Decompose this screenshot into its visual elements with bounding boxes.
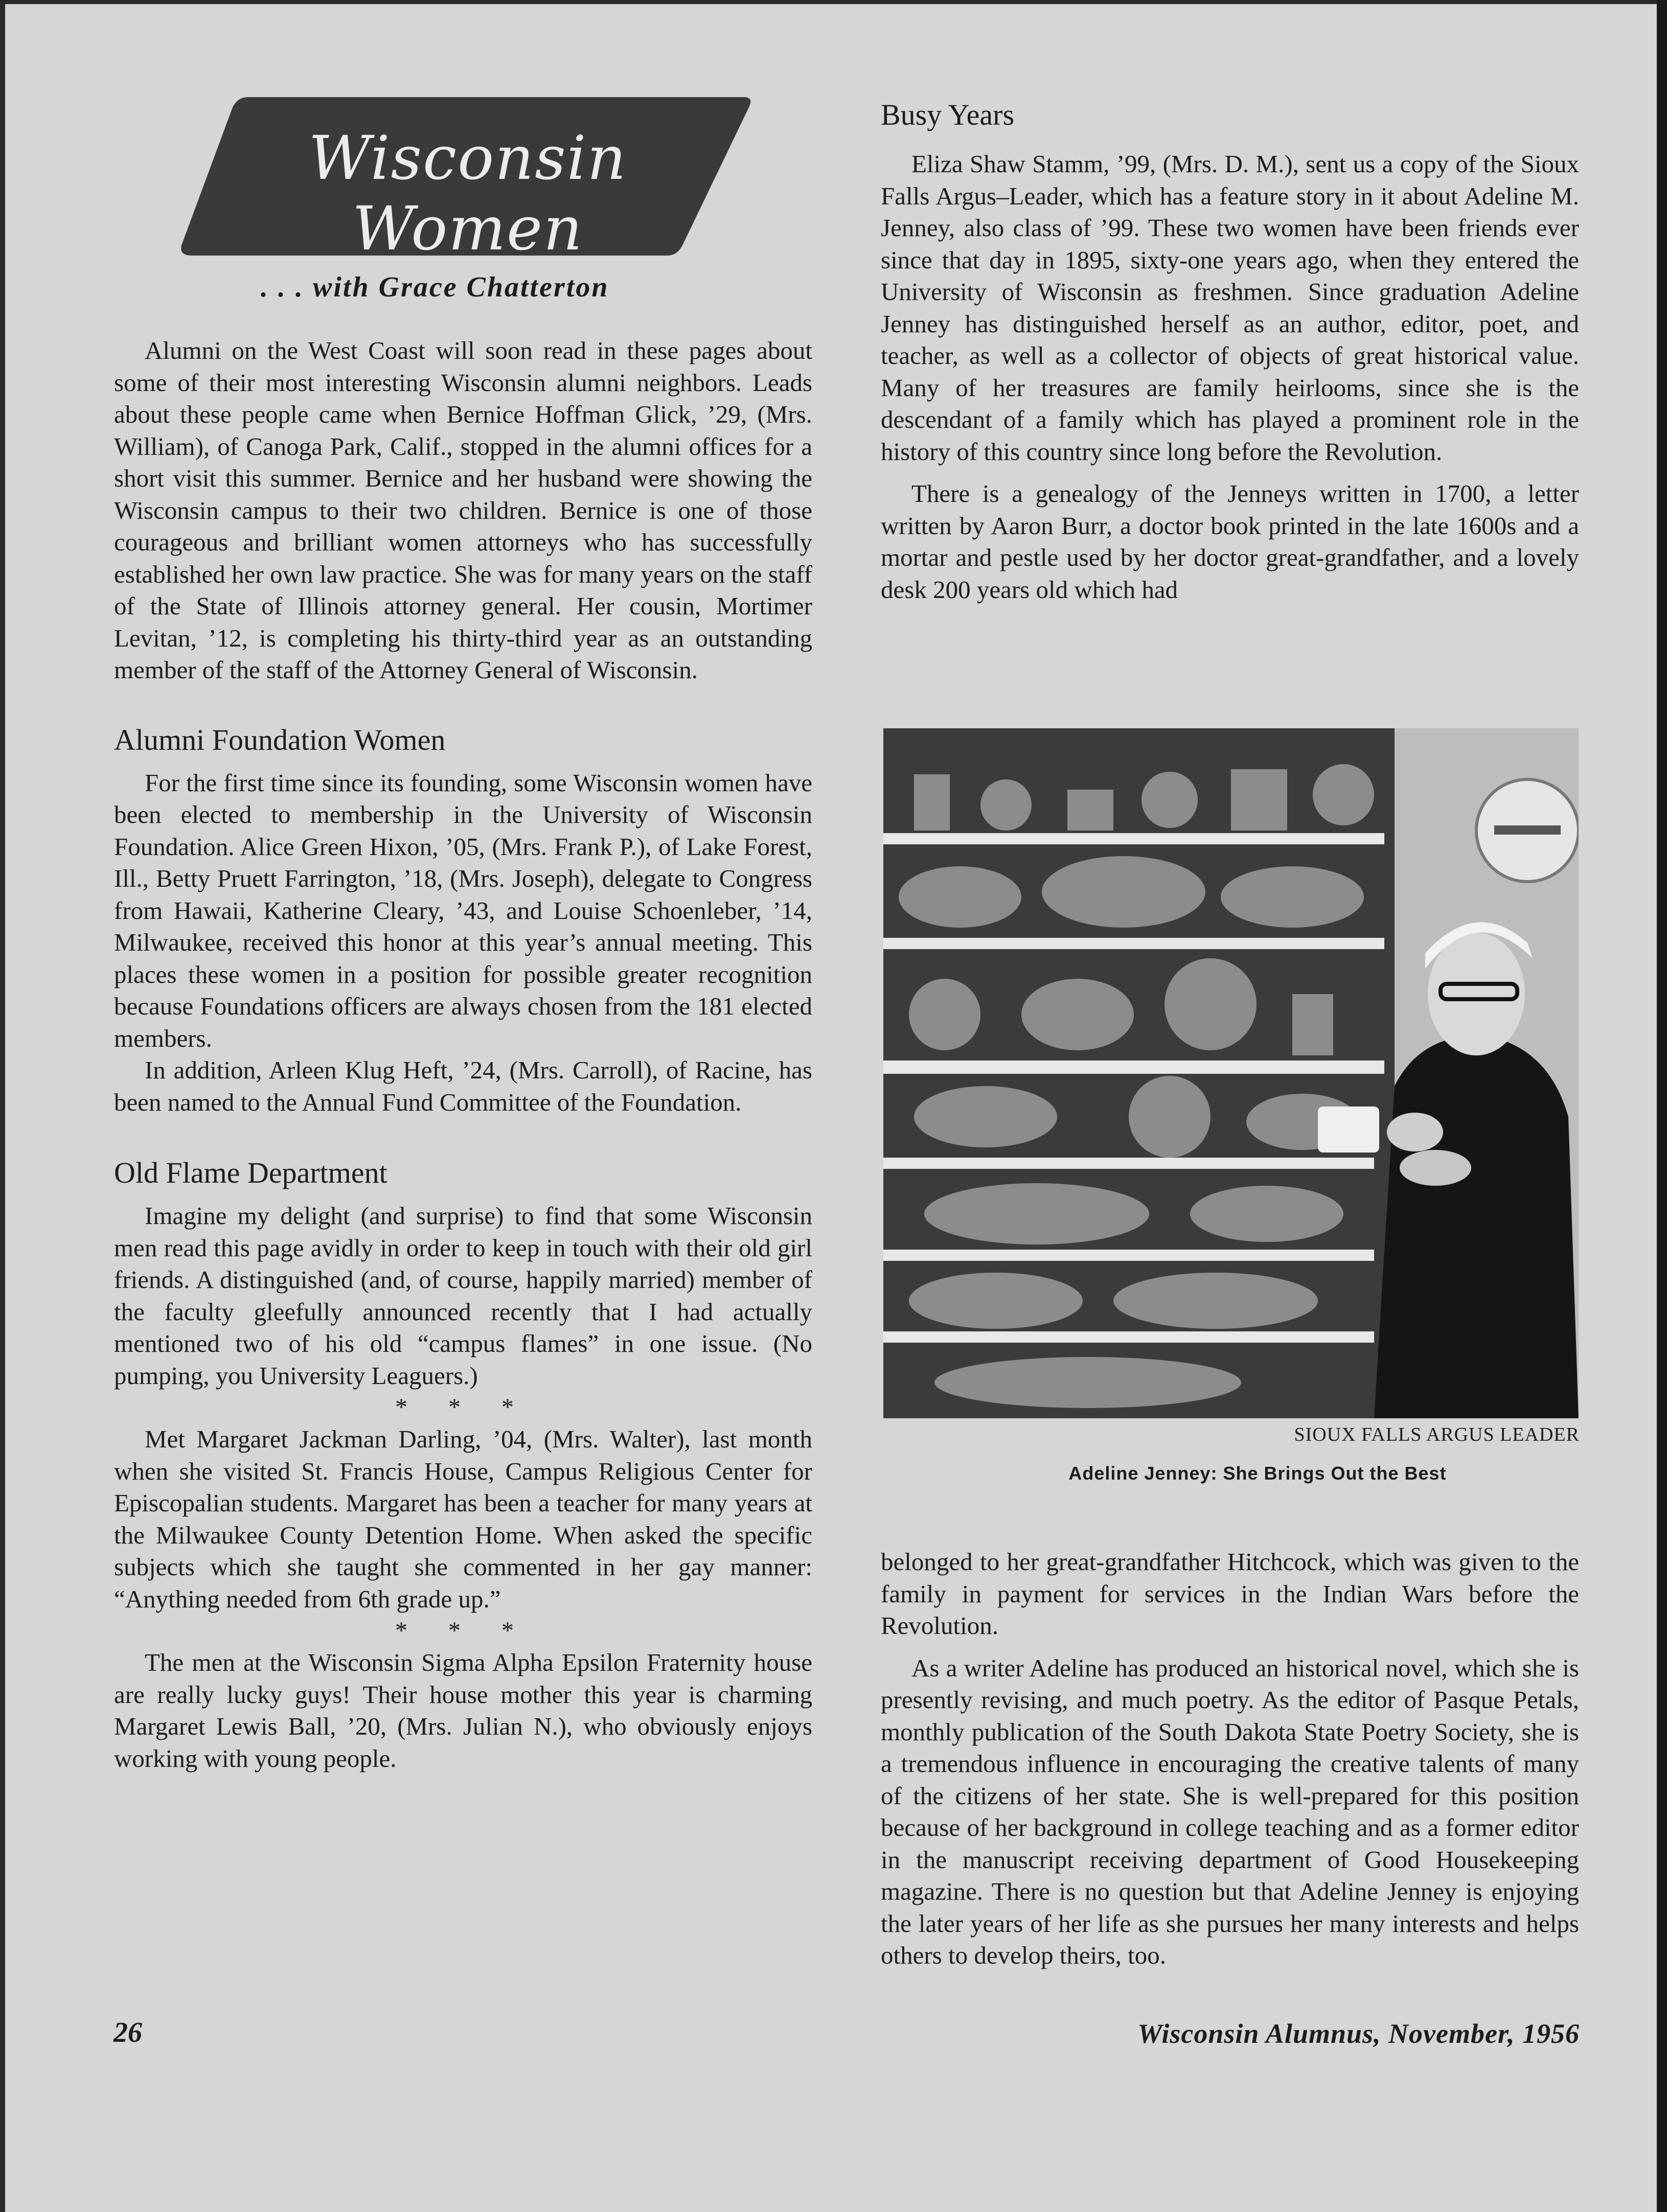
photo-credit: SIOUX FALLS ARGUS LEADER (1294, 1424, 1580, 1445)
busy-years-paragraph-4: As a writer Adeline has produced an historical novel, which she is presently revising, and much poetry. As the editor of Pasque Petals, monthly publication of the South Dakota State Poetry Society, she is a tremendous influence in encouraging the creative talents of many of the citizens of her state. She is well-prepared for this position because of her background in college teaching and as a former editor in the manuscript receiving department of Good Housekeeping magazine. There is no question but that Adeline Jenney is enjoying the later years of her life as she pursues her many interests and helps others to develop theirs, too. (881, 1653, 1579, 1969)
column-header-banner (176, 92, 754, 264)
publication-footer: Wisconsin Alumnus, November, 1956 (1137, 2018, 1580, 2049)
section-heading-old-flame: Old Flame Department (114, 1156, 387, 1189)
busy-years-paragraph-3: belonged to her great-grandfather Hitchcock, which was given to the family in payment for services in the Indian Wars before the Revolution. (881, 1548, 1579, 1640)
photo-illustration (883, 728, 1579, 1418)
old-flame-paragraph-3: The men at the Wisconsin Sigma Alpha Epsilon Fraternity house are really lucky guys! Their house mother this year is charming Margaret Lewis Ball, ’20, (Mrs. Julian N.), who obviously enjoys working with young people. (114, 1648, 812, 1772)
right-column-top (881, 97, 1579, 606)
section-separator: * * * (395, 1617, 531, 1644)
section-heading-alumni-foundation: Alumni Foundation Women (114, 723, 446, 756)
scan-border-top (0, 0, 1667, 4)
byline: . . . with Grace Chatterton (261, 271, 609, 303)
old-flame-paragraph-2: Met Margaret Jackman Darling, ’04, (Mrs. Walter), last month when she visited St. Francis House, Campus Religious Center for Episcopalian students. Margaret has been a teacher for many years at the Milwaukee County Detention Home. When asked the specific subjects which she taught she commented in her gay manner: “Anything needed from 6th grade up.” (114, 1425, 812, 1613)
left-column (114, 335, 812, 1775)
busy-years-paragraph-2: There is a genealogy of the Jenneys written in 1700, a letter written by Aaron Burr, a doctor book printed in the late 1600s and a mortar and pestle used by her doctor great-grandfather, and a lovely desk 200 years old which had (881, 479, 1579, 604)
foundation-paragraph-1: For the first time since its founding, some Wisconsin women have been elected to membership in the University of Wisconsin Foundation. Alice Green Hixon, ’05, (Mrs. Frank P.), of Lake Forest, Ill., Betty Pruett Farrington, ’18, (Mrs. Joseph), delegate to Congress from Hawaii, Katherine Cleary, ’43, and Louise Schoenleber, ’14, Milwaukee, received this honor at this year’s annual meeting. This places these women in a position for possible greater recognition because Foundations officers are always chosen from the 181 elected members. (114, 768, 812, 1052)
right-column-bottom (881, 1546, 1579, 1972)
section-heading-busy-years: Busy Years (881, 98, 1015, 131)
scan-border-left (0, 0, 5, 2212)
old-flame-paragraph-1: Imagine my delight (and surprise) to find that some Wisconsin men read this page avidly in order to keep in touch with their old girl friends. A distinguished (and, of course, happily married) member of the faculty gleefully announced recently that I had actually mentioned two of his old “campus flames” in one issue. (No pumping, you University Leaguers.) (114, 1202, 812, 1390)
foundation-paragraph-2: In addition, Arleen Klug Heft, ’24, (Mrs. Carroll), of Racine, has been named to the Annual Fund Committee of the Foundation. (114, 1056, 812, 1116)
page-number: 26 (113, 2017, 142, 2048)
photo-caption: Adeline Jenney: She Brings Out the Best (1068, 1463, 1447, 1484)
column-title: Wisconsin Women (308, 123, 627, 264)
intro-paragraph: Alumni on the West Coast will soon read in these pages about some of their most interesting Wisconsin alumni neighbors. Leads about these people came when Bernice Hoffman Glick, ’29, (Mrs. William), of Canoga Park, Calif., stopped in the alumni offices for a short visit this summer. Bernice and her husband were showing the Wisconsin campus to their two children. Bernice is one of those courageous and brilliant women attorneys who has successfully established her own law practice. She was for many years on the staff of the State of Illinois attorney general. Her cousin, Mortimer Levitan, ’12, is completing his thirty-third year as an outstanding member of the staff of the Attorney General of Wisconsin. (114, 336, 812, 684)
scan-border-right (1657, 0, 1667, 2212)
section-separator: * * * (395, 1394, 531, 1421)
busy-years-paragraph-1: Eliza Shaw Stamm, ’99, (Mrs. D. M.), sent us a copy of the Sioux Falls Argus–Leader, which has a feature story in it about Adeline M. Jenney, also class of ’99. These two women have been friends ever since that day in 1895, sixty-one years ago, when they entered the University of Wisconsin as freshmen. Since graduation Adeline Jenney has distinguished herself as an author, editor, poet, and teacher, as well as a collector of objects of great historical value. Many of her treasures are family heirlooms, since she is the descendant of a family which has played a prominent role in the history of this country since long before the Revolution. (881, 150, 1579, 466)
photo-adeline-jenney (883, 728, 1579, 1418)
